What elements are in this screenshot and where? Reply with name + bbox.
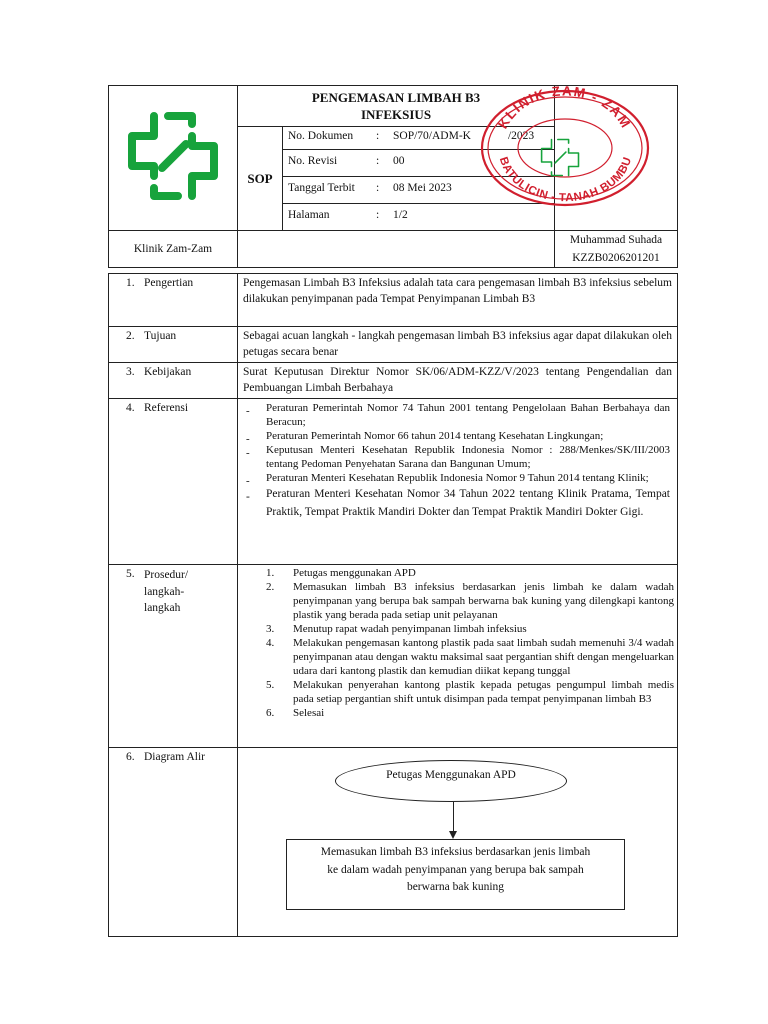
flowchart-connector	[453, 802, 454, 832]
section-title-line: Prosedur/	[144, 569, 189, 581]
meta-colon: :	[376, 130, 380, 142]
section-list-cell	[238, 399, 678, 565]
procedure-step	[266, 622, 674, 636]
section-title-line: langkah	[144, 602, 181, 614]
section-number: 5.	[126, 568, 135, 580]
section-text: Sebagai acuan langkah - langkah pengemasan limbah B3 infeksius agar dapat dilakukan oleh petugas secara benar	[238, 327, 678, 363]
flowchart-start-node: Petugas Menggunakan APD	[335, 760, 567, 802]
step-text: Selesai	[293, 707, 325, 719]
step-number: 1.	[266, 567, 275, 579]
procedure-step	[266, 706, 674, 720]
step-number: 3.	[266, 623, 275, 635]
meta-value-visible-end: /2023	[507, 130, 535, 142]
procedure-steps	[238, 566, 677, 720]
step-text: Melakukan penyerahan kantong plastik kepada petugas pengumpul limbah medis pada setiap pergantian shift untuk disimpan pada tempat penyimpanan limbah B3	[293, 679, 674, 705]
meta-row-issue-date	[283, 177, 555, 204]
section-number: 1.	[126, 277, 135, 289]
meta-label: No. Dokumen	[288, 130, 354, 142]
step-number: 6.	[266, 707, 275, 719]
meta-row-page	[283, 204, 555, 231]
reference-item: - Peraturan Pemerintah Nomor 74 Tahun 2001 tentang Pengelolaan Bahan Berbahaya dan Beracun;	[240, 401, 670, 429]
meta-label: No. Revisi	[288, 155, 338, 167]
meta-value-visible-start: SOP/70/ADM-K	[393, 130, 471, 142]
section-number: 2.	[126, 330, 135, 342]
flowchart	[238, 748, 677, 936]
section-title: Kebijakan	[144, 366, 192, 378]
process-line: ke dalam wadah penyimpanan yang berupa bak sampah	[327, 863, 584, 876]
section-number: 3.	[126, 366, 135, 378]
step-number: 4.	[266, 637, 275, 649]
title-line-1: PENGEMASAN LIMBAH B3	[311, 90, 481, 105]
section-label	[109, 399, 238, 565]
signer-name: Muhammad Suhada	[569, 234, 663, 246]
row-kebijakan	[109, 363, 678, 399]
row-referensi	[109, 399, 678, 565]
row-prosedur	[109, 565, 678, 748]
meta-colon: :	[376, 209, 380, 221]
document-title	[238, 86, 555, 127]
reference-item: - Peraturan Pemerintah Nomor 66 tahun 2014 tentang Kesehatan Lingkungan;	[240, 429, 670, 443]
step-text: Melakukan pengemasan kantong plastik pada saat limbah sudah memenuhi 3/4 wadah penyimpanan atau dengan waktu maksimal saat pergantian shift dengan mengeluarkan udara dari kantong plastik dan kemudian diikat kepang tunggal	[293, 637, 674, 677]
reference-list	[240, 401, 672, 521]
sop-label: SOP	[238, 127, 283, 231]
step-text: Petugas menggunakan APD	[293, 567, 416, 579]
meta-value	[393, 130, 534, 142]
flowchart-process-node	[286, 839, 625, 910]
row-pengertian	[109, 274, 678, 327]
section-text: Pengemasan Limbah B3 Infeksius adalah tata cara pengemasan limbah B3 infeksius sebelum dilakukan penyimpanan pada Tempat Penyimpanan Limbah B3	[238, 274, 678, 327]
meta-value: 00	[393, 155, 405, 167]
procedure-step	[266, 636, 674, 678]
meta-row-revision	[283, 150, 555, 177]
meta-colon: :	[376, 155, 380, 167]
section-title: Tujuan	[144, 330, 177, 342]
sop-content-table	[108, 273, 678, 937]
procedure-step	[266, 678, 674, 706]
sop-header-table	[108, 85, 678, 268]
section-number: 6.	[126, 751, 135, 763]
section-label	[109, 274, 238, 327]
section-label	[109, 748, 238, 937]
procedure-step	[266, 580, 674, 622]
stamp-cell	[555, 86, 678, 231]
logo-cell	[109, 86, 238, 231]
stamp-top-text: KLINIK ZAM - ZAM	[495, 83, 634, 132]
flowchart-cell	[238, 748, 678, 937]
meta-value: 1/2	[393, 209, 408, 221]
section-title: Pengertian	[144, 277, 194, 289]
meta-colon: :	[376, 182, 380, 194]
meta-label: Tanggal Terbit	[288, 182, 355, 194]
reference-item: - Peraturan Menteri Kesehatan Nomor 34 Tahun 2022 tentang Klinik Pratama, Tempat Praktik, Tempat Praktik Mandiri Dokter dan Tempat Praktik Mandiri Dokter Gigi.	[240, 485, 670, 521]
clinic-cross-logo-icon	[124, 106, 222, 206]
meta-value: 08 Mei 2023	[393, 182, 452, 194]
stamp-bottom-text: BATULICIN - TANAH BUMBU	[496, 155, 635, 205]
row-tujuan	[109, 327, 678, 363]
step-number: 5.	[266, 679, 275, 691]
clinic-name: Klinik Zam-Zam	[109, 231, 238, 268]
section-list-cell	[238, 565, 678, 748]
section-label	[109, 565, 238, 748]
arrow-down-icon	[449, 831, 457, 839]
section-title-line: langkah-	[144, 585, 185, 598]
process-line: berwarna bak kuning	[406, 881, 505, 893]
section-title: Diagram Alir	[144, 751, 205, 763]
title-line-2: INFEKSIUS	[360, 107, 432, 122]
procedure-step	[266, 566, 674, 580]
section-label	[109, 363, 238, 399]
reference-item: - Keputusan Menteri Kesehatan Republik Indonesia Nomor : 288/Menkes/SK/III/2003 tentang Pedoman Penyehatan Sarana dan Bangunan Umum;	[240, 443, 670, 471]
section-title: Referensi	[144, 402, 189, 414]
section-title	[144, 567, 188, 617]
signature-block	[555, 231, 678, 268]
section-number: 4.	[126, 402, 135, 414]
reference-item: - Peraturan Menteri Kesehatan Republik Indonesia Nomor 9 Tahun 2014 tentang Klinik;	[240, 471, 670, 485]
section-text: Surat Keputusan Direktur Nomor SK/06/ADM-KZZ/V/2023 tentang Pengendalian dan Pembuangan Limbah Berbahaya	[238, 363, 678, 399]
signer-id: KZZB0206201201	[572, 252, 660, 264]
meta-label: Halaman	[288, 209, 330, 221]
step-number: 2.	[266, 581, 275, 593]
meta-row-document-number	[283, 127, 555, 150]
step-text: Menutup rapat wadah penyimpanan limbah infeksius	[293, 623, 527, 635]
step-text: Memasukan limbah B3 infeksius berdasarkan jenis limbah ke dalam wadah penyimpanan yang berupa bak sampah berwarna bak kuning yang dilengkapi kantong plastik yang berada pada setiap unit pelayanan	[293, 581, 674, 621]
blank-cell	[238, 231, 555, 268]
row-diagram	[109, 748, 678, 937]
section-label	[109, 327, 238, 363]
process-line: Memasukan limbah B3 infeksius berdasarkan jenis limbah	[320, 846, 591, 858]
